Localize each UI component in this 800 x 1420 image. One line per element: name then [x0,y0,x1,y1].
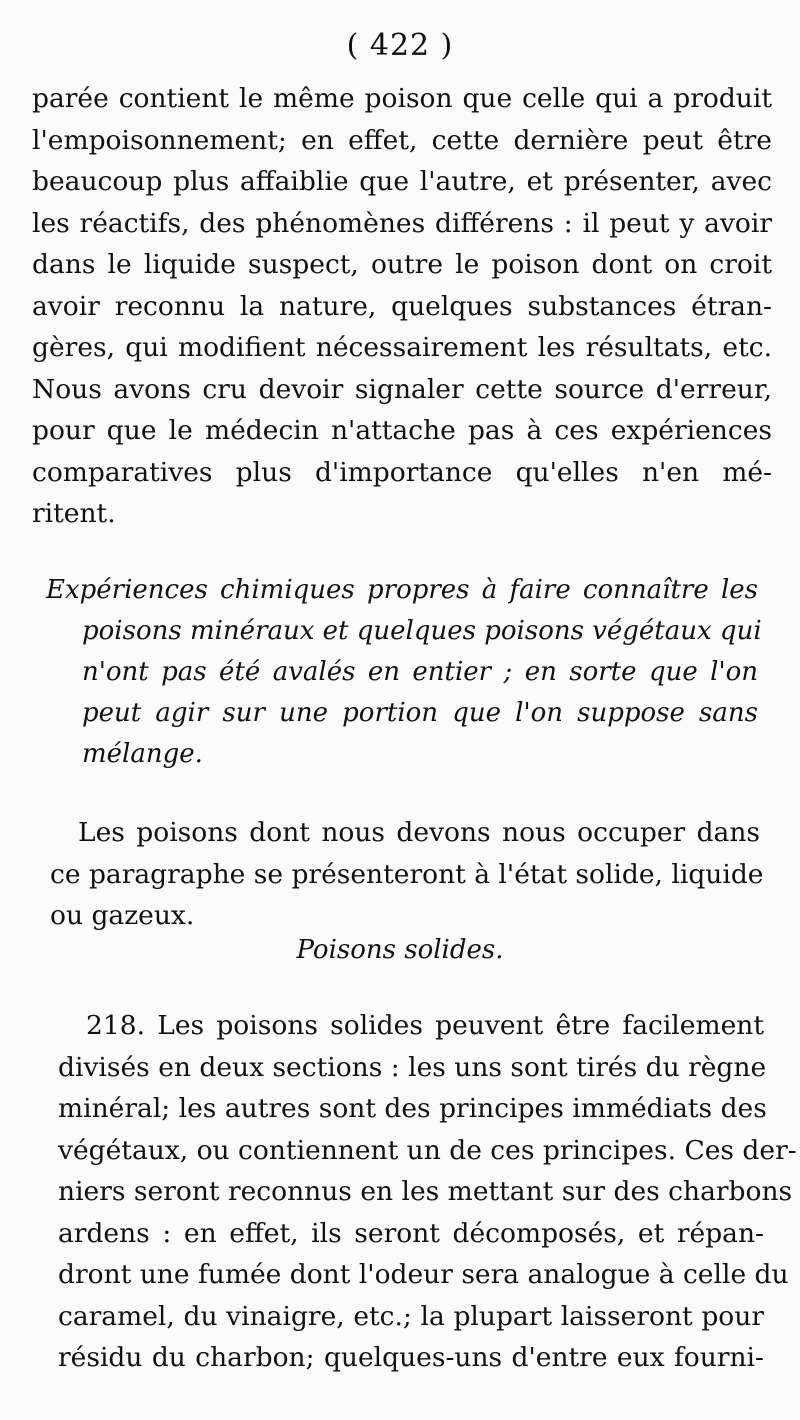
text-line: 218. Les poisons solides peuvent être facilement [86,1010,764,1041]
text-line: dront une fumée dont l'odeur sera analogue à celle du [58,1259,789,1290]
text-line: dans le liquide suspect, outre le poison dont on croit [32,249,772,280]
heading-line: mélange. [82,739,203,769]
text-line: ou gazeux. [50,900,195,931]
heading-line: poisons minéraux et quelques poisons végétaux qui [82,616,762,646]
text-line: résidu du charbon; quelques-uns d'entre eux fourni- [58,1342,764,1373]
text-line: avoir reconnu la nature, quelques substances étran- [32,290,772,322]
heading-line: Expériences chimiques propres à faire connaître les [46,575,758,605]
paragraph-218 [58,1005,797,1379]
text-line: ardens : en effet, ils seront décomposés, et répan- [58,1217,764,1249]
page-number: ( 422 ) [346,28,454,63]
text-line: Nous avons cru devoir signaler cette source d'erreur, [32,373,772,405]
text-line: ce paragraphe se présenteront à l'état solide, liquide [50,858,764,890]
text-line: gères, qui modifient nécessairement les résultats, etc. [32,332,772,363]
heading-line: peut agir sur une portion que l'on suppose sans [82,698,758,728]
text-line: caramel, du vinaigre, etc.; la plupart laisseront pour [58,1300,764,1332]
text-line: l'empoisonnement; en effet, cette dernière peut être [32,124,772,156]
text-line: divisés en deux sections : les uns sont tirés du règne [58,1051,767,1083]
subsection-title: Poisons solides. [296,935,504,965]
text-line: beaucoup plus affaiblie que l'autre, et présenter, avec [32,166,772,197]
paragraph-continuation [32,78,772,535]
text-line: parée contient le même poison que celle qui a produit [32,83,772,114]
text-line: pour que le médecin n'attache pas à ces expériences [32,415,772,446]
text-line: les réactifs, des phénomènes différens : il peut y avoir [32,207,772,239]
text-line: ritent. [32,498,116,529]
text-line: Les poisons dont nous devons nous occuper dans [78,817,760,848]
text-line: végétaux, ou contiennent un de ces principes. Ces der- [58,1134,797,1166]
heading-line: n'ont pas été avalés en entier ; en sorte que l'on [82,657,758,687]
section-heading [46,570,762,775]
text-line: comparatives plus d'importance qu'elles n'en mé- [32,456,772,488]
text-line: niers seront reconnus en les mettant sur des charbons [58,1176,793,1207]
paragraph-intro [50,812,764,937]
text-line: minéral; les autres sont des principes immédiats des [58,1093,767,1124]
